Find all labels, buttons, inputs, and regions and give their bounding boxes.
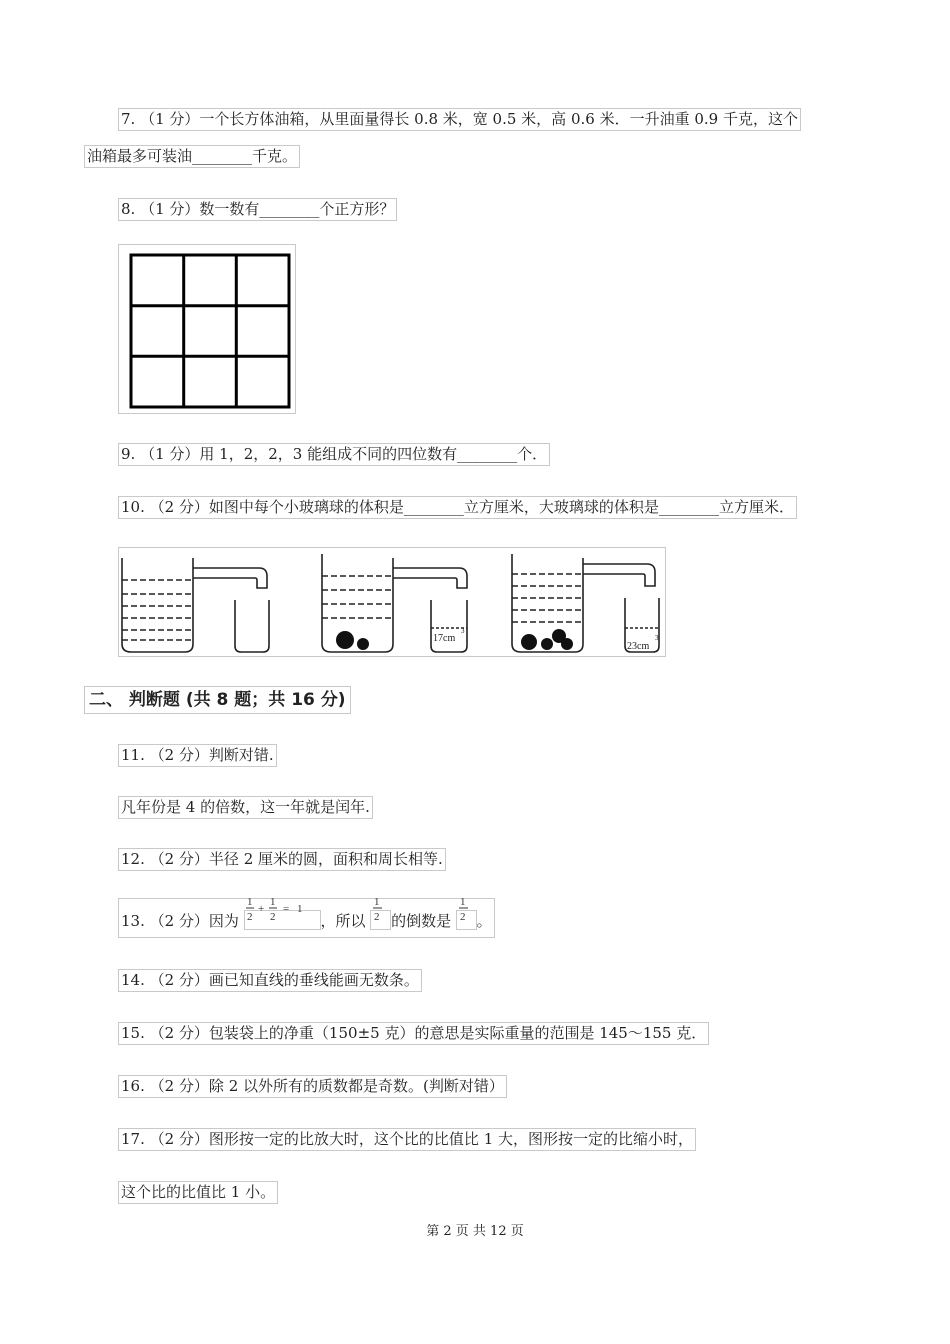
glass-ball-figure	[118, 547, 666, 657]
svg-text:2: 2	[269, 911, 276, 923]
svg-text:1: 1	[269, 896, 276, 908]
volume-label-23-sup: 3	[655, 634, 659, 642]
q9-text: 9. （1 分）用 1，2，2，3 能组成不同的四位数有________个．	[118, 443, 550, 466]
volume-label-17-sup: 3	[461, 627, 465, 635]
beakers-svg	[119, 548, 665, 656]
q13-mid2: 的倒数是	[391, 912, 452, 930]
equation-svg	[245, 893, 315, 925]
q16-text: 16. （2 分）除 2 以外所有的质数都是奇数。(判断对错）	[118, 1075, 507, 1098]
q7-line2: 油箱最多可装油________千克。	[84, 145, 300, 168]
q14-text: 14. （2 分）画已知直线的垂线能画无数条。	[118, 969, 422, 992]
volume-label-17: 17cm	[433, 633, 456, 644]
q10-text: 10. （2 分）如图中每个小玻璃球的体积是________立方厘米，大玻璃球的体积是________立方厘米．	[118, 496, 797, 519]
fraction-equation	[244, 896, 321, 930]
q7-line1: 7. （1 分）一个长方体油箱，从里面量得长 0.8 米，宽 0.5 米，高 0.6 米．一升油重 0.9 千克，这个	[118, 108, 801, 131]
q17-line1: 17. （2 分）图形按一定的比放大时，这个比的比值比 1 大，图形按一定的比缩小时，	[118, 1128, 696, 1151]
svg-text:1: 1	[246, 896, 253, 908]
half-svg-2	[457, 893, 471, 925]
page-footer: 第 2 页 共 12 页	[426, 1224, 524, 1239]
volume-label-23: 23cm	[627, 641, 650, 652]
q11-line1: 11. （2 分）判断对错.	[118, 744, 277, 767]
square-grid-figure	[118, 244, 296, 414]
q11-line2: 凡年份是 4 的倍数，这一年就是闰年.	[118, 796, 373, 819]
svg-text:2: 2	[246, 911, 253, 923]
q13-prefix: 13. （2 分）因为	[121, 912, 239, 930]
svg-text:1: 1	[296, 903, 303, 915]
q13-line	[118, 898, 495, 938]
svg-text:=: =	[282, 903, 289, 915]
svg-text:1: 1	[374, 896, 380, 908]
q15-text: 15. （2 分）包装袋上的净重（150±5 克）的意思是实际重量的范围是 145～155 克．	[118, 1022, 709, 1045]
svg-text:+: +	[257, 903, 264, 915]
q8-text: 8. （1 分）数一数有________个正方形？	[118, 198, 397, 221]
grid-3x3-svg	[119, 245, 295, 413]
fraction-half-2	[456, 896, 477, 930]
half-svg-1	[371, 893, 385, 925]
q13-end: 。	[476, 912, 492, 930]
svg-text:2: 2	[459, 911, 466, 923]
section-heading-judgement: 二、 判断题 (共 8 题；共 16 分)	[84, 686, 351, 714]
svg-text:2: 2	[374, 911, 380, 923]
q12-text: 12. （2 分）半径 2 厘米的圆，面积和周长相等.	[118, 848, 446, 871]
q17-line2: 这个比的比值比 1 小。	[118, 1181, 278, 1204]
fraction-half-1	[370, 896, 391, 930]
q13-mid1: ，所以	[320, 912, 366, 930]
svg-text:1: 1	[459, 896, 466, 908]
